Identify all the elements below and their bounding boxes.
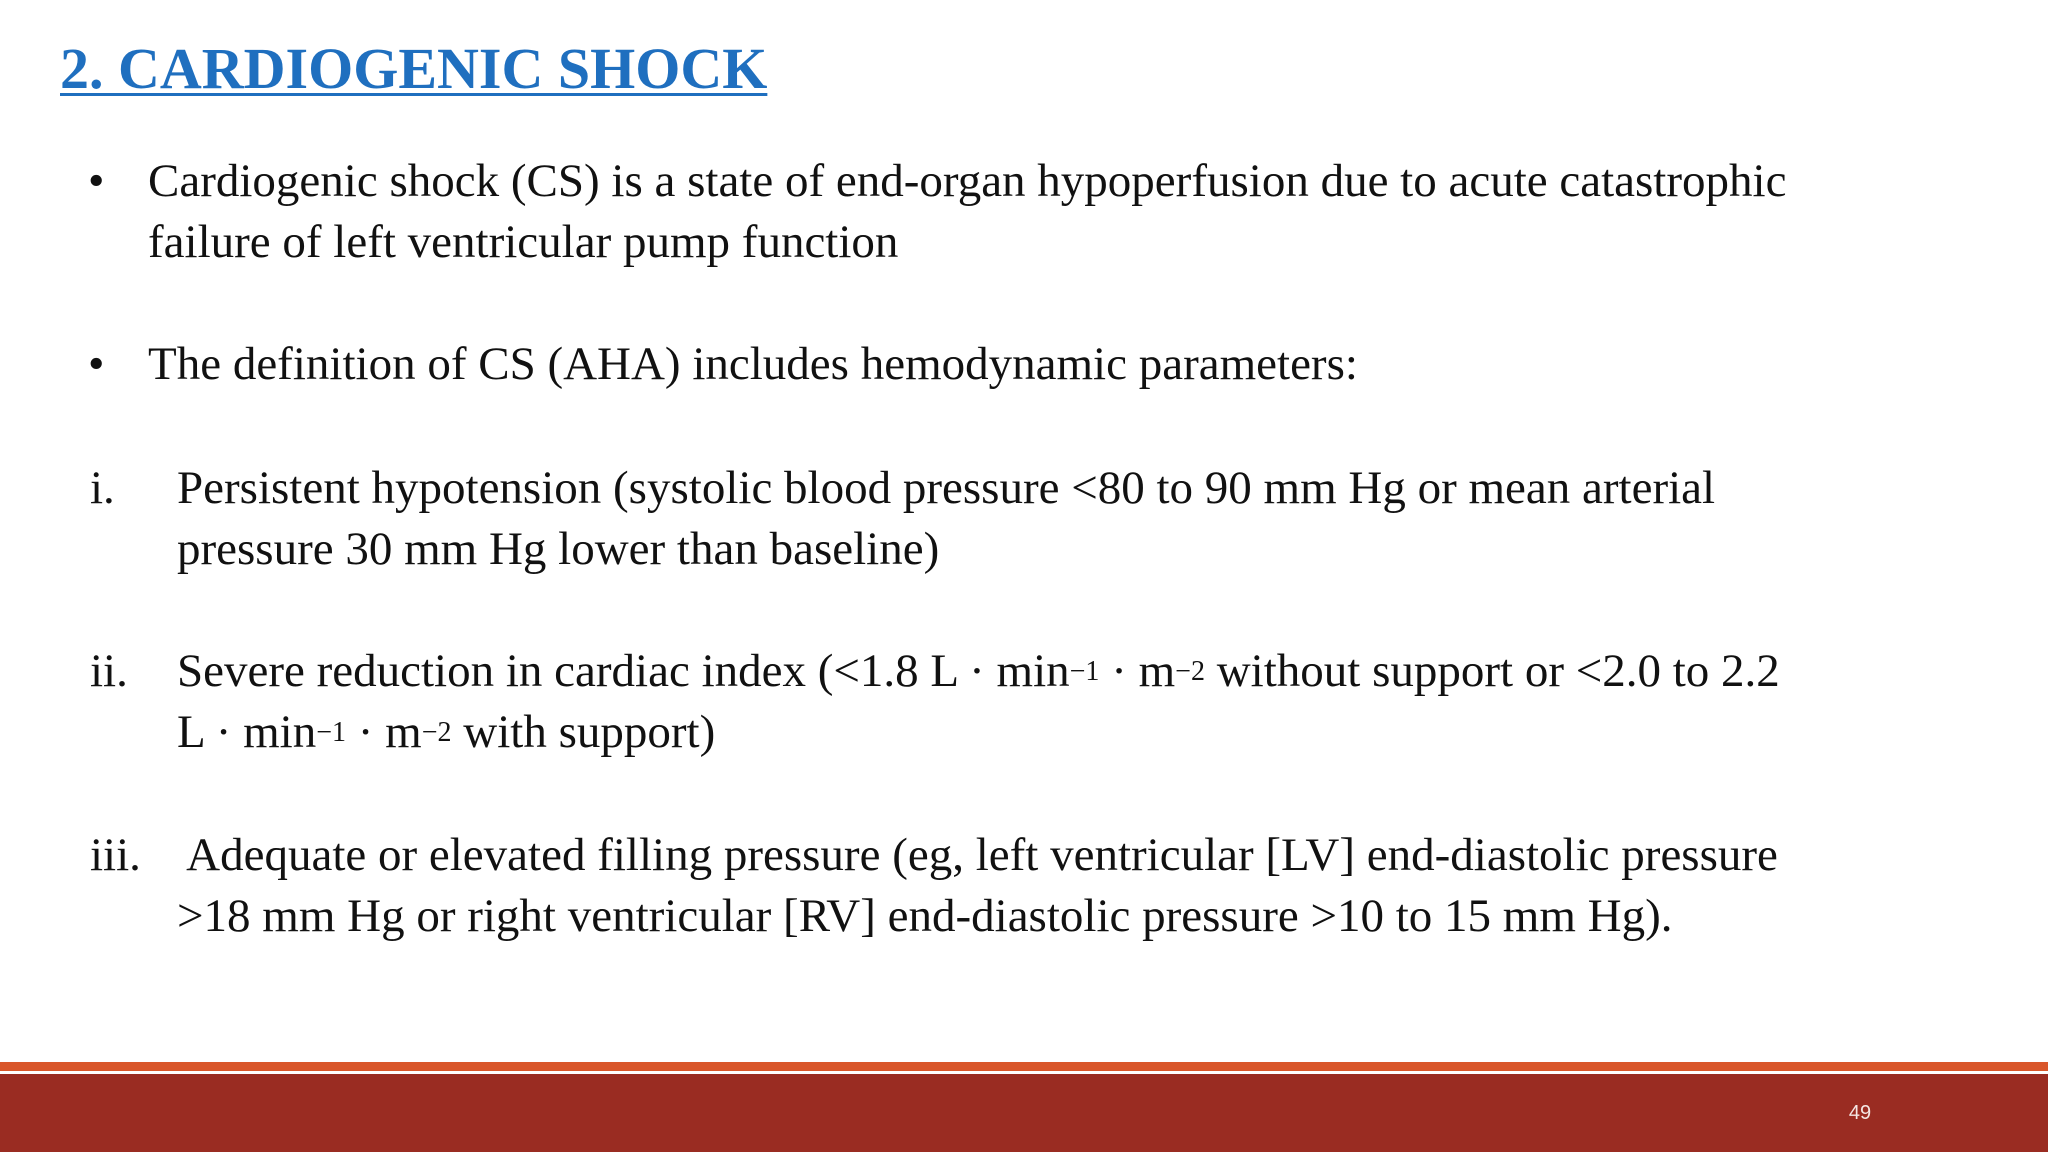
list-item-line <box>177 641 1780 702</box>
list-marker: ii. <box>90 645 128 697</box>
superscript: −2 <box>421 717 452 748</box>
superscript: −2 <box>1175 656 1205 687</box>
text-run: L · min <box>177 706 317 758</box>
list-item-text <box>177 825 1778 947</box>
page-number: 49 <box>1848 1102 1872 1124</box>
text-run: without support or <2.0 to 2.2 <box>1204 645 1780 697</box>
accent-divider <box>0 1062 2048 1071</box>
bullet-text <box>148 151 1786 273</box>
bullet-marker: • <box>88 155 105 207</box>
bullet-line: The definition of CS (AHA) includes hemodynamic parameters: <box>148 338 1358 390</box>
list-marker: i. <box>90 462 115 514</box>
superscript: −1 <box>1069 656 1100 687</box>
list-item-text <box>177 458 1715 580</box>
text-run: · m <box>346 706 422 758</box>
bullet-marker: • <box>88 338 105 390</box>
bullet-text <box>148 334 1358 395</box>
text-run: Severe reduction in cardiac index (<1.8 L · min <box>177 645 1070 697</box>
text-run: with support) <box>451 706 716 758</box>
superscript: −1 <box>316 717 347 748</box>
list-item-line: pressure 30 mm Hg lower than baseline) <box>177 523 940 575</box>
bullet-line: Cardiogenic shock (CS) is a state of end-organ hypoperfusion due to acute catastrophic <box>148 155 1787 207</box>
list-item-line <box>177 702 1780 763</box>
list-item-text <box>177 641 1780 763</box>
list-item-line: >18 mm Hg or right ventricular [RV] end-diastolic pressure >10 to 15 mm Hg). <box>177 890 1673 942</box>
bullet-line: failure of left ventricular pump function <box>148 216 899 268</box>
text-run: · m <box>1099 645 1176 697</box>
list-marker: iii. <box>90 829 141 881</box>
slide-title: 2. CARDIOGENIC SHOCK <box>60 36 768 101</box>
footer-bar <box>0 1074 2048 1152</box>
list-item-line: Adequate or elevated filling pressure (eg, left ventricular [LV] end-diastolic pressure <box>177 829 1778 881</box>
list-item-line: Persistent hypotension (systolic blood pressure <80 to 90 mm Hg or mean arterial <box>177 462 1716 514</box>
